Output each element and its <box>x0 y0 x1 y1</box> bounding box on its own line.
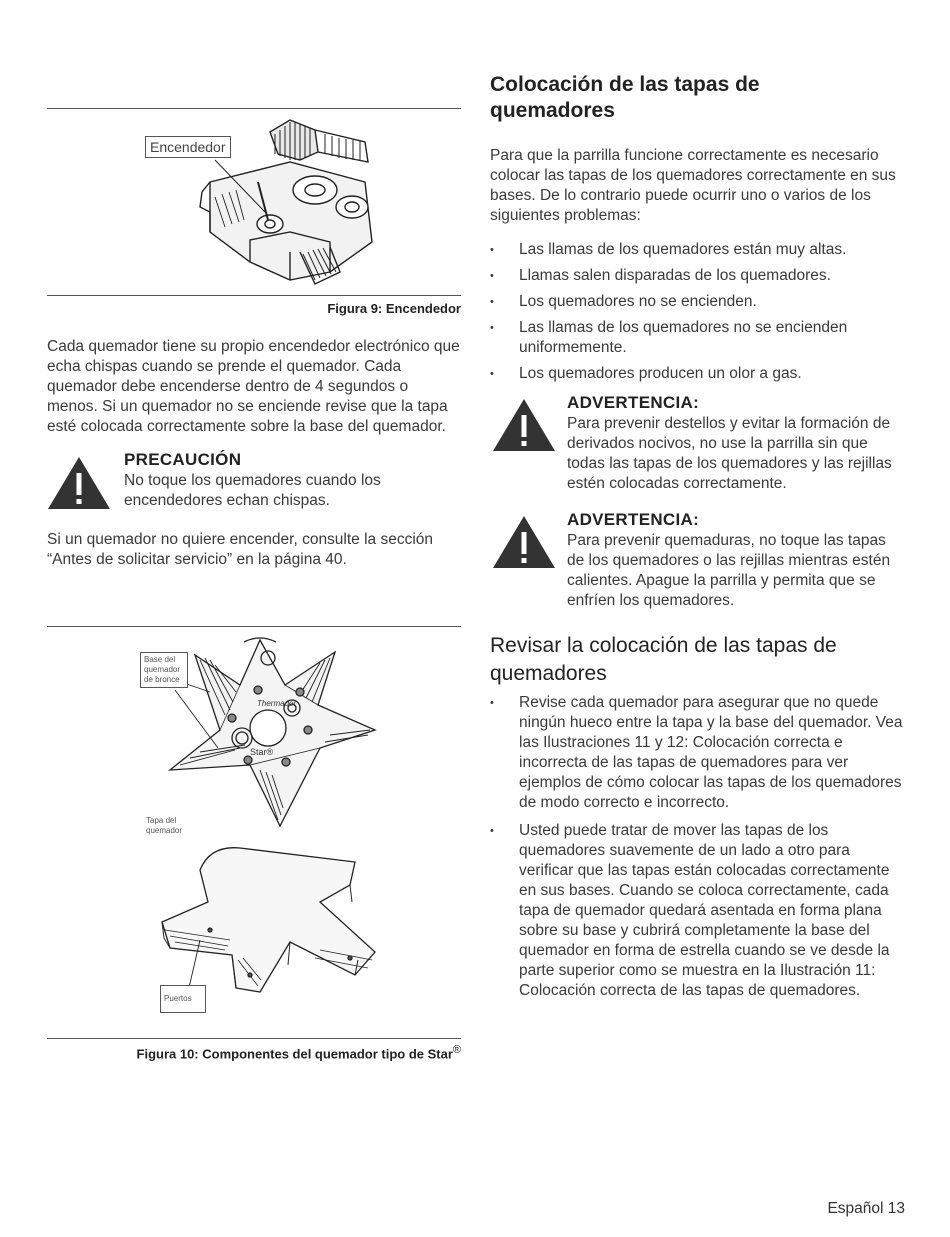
section-1-title: Colocación de las tapas de quemadores <box>490 73 760 122</box>
caution-text: No toque los quemadores cuando los encendedores echan chispas. <box>124 472 381 509</box>
page-number: Español 13 <box>827 1200 905 1217</box>
warning-1-title: ADVERTENCIA: <box>567 393 700 412</box>
warning-triangle-icon <box>46 455 112 511</box>
fig9-bottom-rule <box>47 295 461 296</box>
warning-2-title: ADVERTENCIA: <box>567 510 700 529</box>
list-item: • Los quemadores producen un olor a gas. <box>490 364 905 384</box>
section-2-title: Revisar la colocación de las tapas de quemadores <box>490 634 837 685</box>
brand-text: Thermador <box>257 699 297 708</box>
warning-2-text: Para prevenir quemaduras, no toque las tapas de los quemadores o las rejillas mientras estén calientes. Apague la parrilla y permita que se enfríen los quemadores. <box>567 532 891 609</box>
fig10-bottom-rule <box>47 1038 461 1039</box>
problems-list <box>490 240 905 390</box>
ports-label: Puertos <box>160 985 206 1013</box>
cap-label: Tapa del quemador <box>146 816 183 835</box>
list-item: • Usted puede tratar de mover las tapas de los quemadores suavemente de un lado a otro para verificar que las tapas están colocadas correctamente en sus bases. Cuando se coloca correctamente, cada tapa de quemador quedará asentada en forma plana sobre su base y cubrirá completamente la base del quemador en forma de estrella cuando se ve desde la parte superior como se muestra en la Ilustración 11: Colocación correcta de las tapas de quemadores. <box>490 821 905 1001</box>
figure-10-caption-text: Figura 10: Componentes del quemador tipo de Star <box>136 1046 453 1062</box>
warning-1-text: Para prevenir destellos y evitar la formación de derivados nocivos, no use la parrilla sin que todas las tapas de los quemadores y las rejillas estén colocadas correctamente. <box>567 415 892 492</box>
star-text: Star® <box>250 747 274 757</box>
caution-title: PRECAUCIÓN <box>124 450 242 469</box>
figure-10-caption <box>47 1044 461 1061</box>
warning-triangle-icon <box>491 514 557 570</box>
encendedor-label: Encendedor <box>145 136 231 158</box>
service-note-paragraph: Si un quemador no quiere encender, consulte la sección “Antes de solicitar servicio” en la página 40. <box>47 531 434 568</box>
figure-9 <box>140 112 380 290</box>
registered-mark: ® <box>452 1044 461 1056</box>
list-item: • Revise cada quemador para asegurar que no quede ningún hueco entre la tapa y la base del quemador. Vea las Ilustraciones 11 y 12: Colocación correcta e incorrecta de las tapas de quemadores para ver ejemplos de cómo colocar las tapas de los quemadores de modo correcto e incorrecto. <box>490 693 905 813</box>
list-item: • Las llamas de los quemadores están muy altas. <box>490 240 905 260</box>
list-item: • Llamas salen disparadas de los quemadores. <box>490 266 905 286</box>
base-label: Base del quemador de bronce <box>140 652 188 688</box>
check-list <box>490 693 905 1007</box>
list-item: • Los quemadores no se encienden. <box>490 292 905 312</box>
fig9-top-rule <box>47 108 461 109</box>
section-1-intro: Para que la parrilla funcione correctamente es necesario colocar las tapas de los quemadores correctamente en sus bases. De lo contrario puede ocurrir uno o varios de los siguientes problemas: <box>490 147 896 224</box>
igniter-intro-paragraph: Cada quemador tiene su propio encendedor electrónico que echa chispas cuando se prende el quemador. Cada quemador debe encenderse dentro de 4 segundos o menos. Si un quemador no se enciende revise que la tapa esté colocada correctamente sobre la base del quemador. <box>47 338 460 435</box>
warning-triangle-icon <box>491 397 557 453</box>
figure-10 <box>140 630 380 1030</box>
list-item: • Las llamas de los quemadores no se encienden uniformemente. <box>490 318 905 358</box>
figure-9-caption: Figura 9: Encendedor <box>327 301 461 316</box>
fig10-top-rule <box>47 626 461 627</box>
